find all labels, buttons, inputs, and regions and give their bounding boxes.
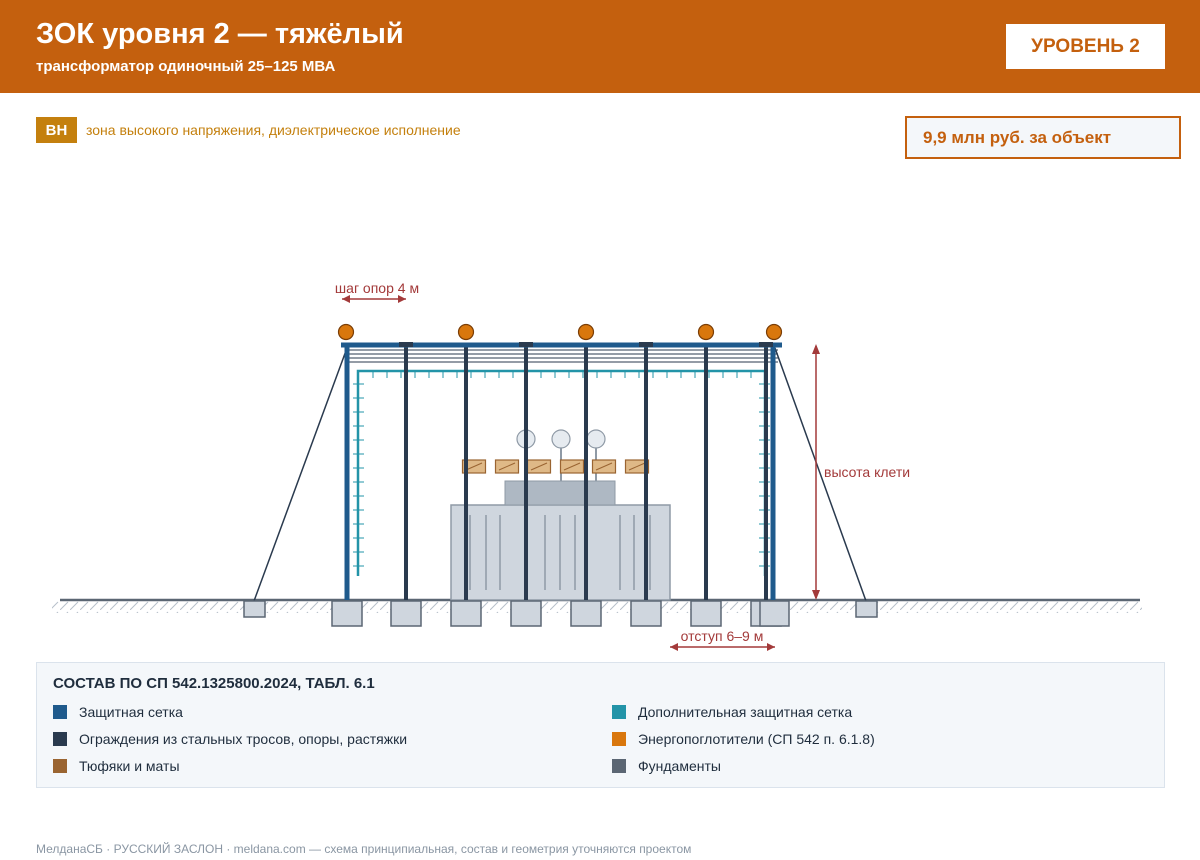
page-subtitle: трансформатор одиночный 25–125 МВА [36,58,336,75]
footer-note: МелданаСБ · РУССКИЙ ЗАСЛОН · meldana.com — схема принципиальная, состав и геометрия уточняются проектом [36,842,692,856]
legend-swatch [53,732,67,746]
legend-label: Защитная сетка [79,704,183,720]
beam-clamp [759,342,773,347]
post-foundation [332,601,362,626]
legend-label: Энергопоглотители (СП 542 п. 6.1.8) [638,731,875,747]
legend-swatch [53,759,67,773]
price-value: 9,9 млн руб. за объект [923,127,1112,147]
post-foundation [451,601,481,626]
post-foundation [760,601,789,626]
pitch-label: шаг опор 4 м [334,280,420,296]
post-foundation [631,601,661,626]
height-dimension [812,344,910,600]
energy-absorber [339,325,354,340]
page-title: ЗОК уровня 2 — тяжёлый [36,18,404,50]
anchor-foundation [856,601,877,617]
bushing-insulator [552,430,570,448]
energy-absorber [699,325,714,340]
post-foundation [691,601,721,626]
energy-absorber [767,325,782,340]
post-foundation [511,601,541,626]
post-foundation [391,601,421,626]
beam-clamp [519,342,533,347]
zone-description: зона высокого напряжения, диэлектрическое исполнение [86,122,461,138]
mattresses [463,460,649,473]
legend-item-foundations [612,758,721,774]
guy-wire-left [254,348,347,601]
offset-dimension [670,628,775,651]
transformer [451,430,670,600]
legend-label: Дополнительная защитная сетка [638,704,853,720]
top-cables [345,350,778,362]
legend-label: Фундаменты [638,758,721,774]
energy-absorber [459,325,474,340]
legend-swatch [612,732,626,746]
legend-swatch [612,705,626,719]
legend-title: СОСТАВ ПО СП 542.1325800.2024, ТАБЛ. 6.1 [53,675,375,692]
transformer-cover [505,481,615,505]
energy-absorbers [339,325,782,340]
zone-tag: ВН [36,117,77,143]
beam-clamp [639,342,653,347]
offset-label: отступ 6–9 м [680,628,764,644]
pitch-dimension [335,280,419,303]
legend-swatch [612,759,626,773]
legend-item-mattresses [53,758,180,774]
height-label: высота клети [824,464,911,480]
legend-item-protective-mesh [53,704,183,720]
legend-panel [36,662,1165,788]
legend-item-steel-cables [53,731,407,747]
energy-absorber [579,325,594,340]
post-foundation [571,601,601,626]
legend-item-additional-mesh [612,704,852,720]
level-badge: УРОВЕНЬ 2 [1006,24,1165,69]
legend-item-energy-absorbers [612,731,875,747]
bushing-insulator [587,430,605,448]
legend-label: Тюфяки и маты [79,758,180,774]
beam-clamp [399,342,413,347]
legend-swatch [53,705,67,719]
anchor-foundation [244,601,265,617]
legend-label: Ограждения из стальных тросов, опоры, растяжки [79,731,408,747]
